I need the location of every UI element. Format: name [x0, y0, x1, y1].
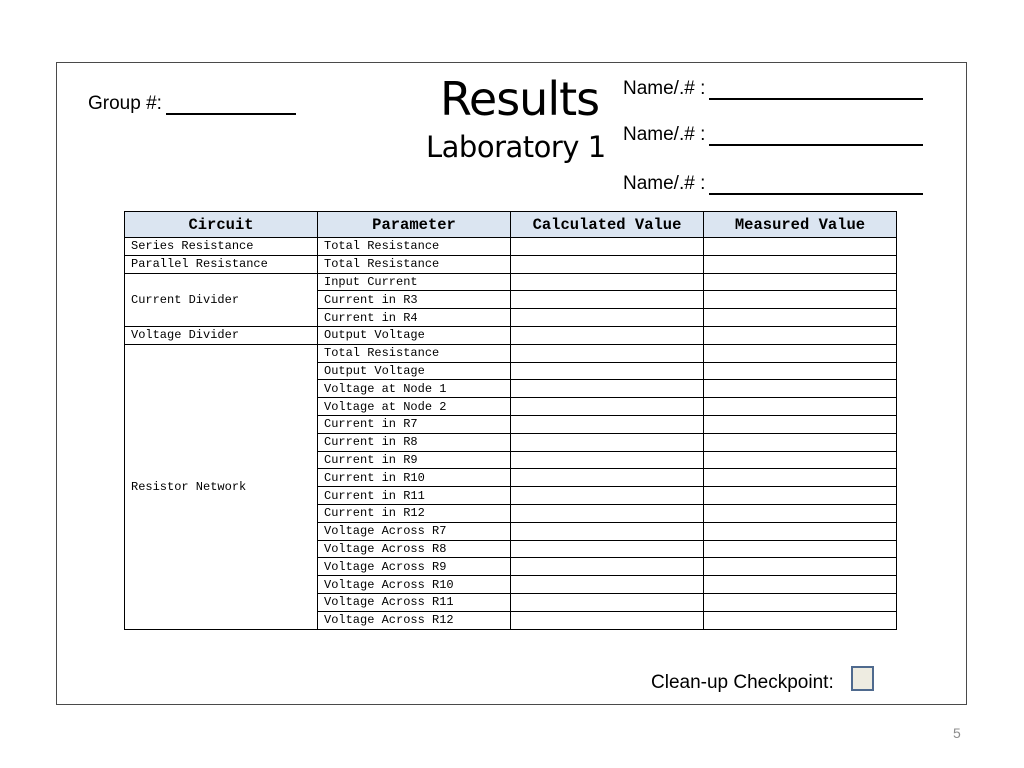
page-number: 5: [953, 725, 961, 741]
measured-value-cell[interactable]: [704, 380, 897, 398]
name-label: Name/.# :: [623, 173, 706, 194]
measured-value-cell[interactable]: [704, 273, 897, 291]
parameter-cell: Voltage Across R10: [318, 576, 511, 594]
results-table: [124, 211, 897, 630]
calculated-value-cell[interactable]: [511, 398, 704, 416]
measured-value-cell[interactable]: [704, 451, 897, 469]
measured-value-cell[interactable]: [704, 522, 897, 540]
calculated-value-cell[interactable]: [511, 433, 704, 451]
calculated-value-cell[interactable]: [511, 540, 704, 558]
calculated-value-cell[interactable]: [511, 469, 704, 487]
measured-value-cell[interactable]: [704, 593, 897, 611]
measured-value-cell[interactable]: [704, 326, 897, 344]
table-header-row: [125, 212, 897, 238]
parameter-cell: Total Resistance: [318, 238, 511, 256]
name-field-3: [623, 173, 923, 195]
name-label: Name/.# :: [623, 124, 706, 145]
measured-value-cell[interactable]: [704, 344, 897, 362]
calculated-value-cell[interactable]: [511, 309, 704, 327]
page-subtitle: Laboratory 1: [426, 130, 606, 164]
name-field-1: [623, 78, 923, 100]
circuit-cell: Series Resistance: [125, 238, 318, 256]
measured-value-cell[interactable]: [704, 309, 897, 327]
parameter-cell: Output Voltage: [318, 362, 511, 380]
table-row: [125, 255, 897, 273]
measured-value-cell[interactable]: [704, 433, 897, 451]
calculated-value-cell[interactable]: [511, 344, 704, 362]
parameter-cell: Voltage Across R11: [318, 593, 511, 611]
table-row: [125, 273, 897, 291]
column-header-measured: Measured Value: [704, 212, 897, 238]
parameter-cell: Voltage at Node 2: [318, 398, 511, 416]
name-blank[interactable]: [709, 80, 923, 100]
measured-value-cell[interactable]: [704, 291, 897, 309]
parameter-cell: Current in R4: [318, 309, 511, 327]
name-blank[interactable]: [709, 126, 923, 146]
measured-value-cell[interactable]: [704, 415, 897, 433]
table-row: [125, 326, 897, 344]
calculated-value-cell[interactable]: [511, 451, 704, 469]
measured-value-cell[interactable]: [704, 398, 897, 416]
calculated-value-cell[interactable]: [511, 291, 704, 309]
parameter-cell: Current in R8: [318, 433, 511, 451]
measured-value-cell[interactable]: [704, 576, 897, 594]
column-header-circuit: Circuit: [125, 212, 318, 238]
parameter-cell: Total Resistance: [318, 344, 511, 362]
parameter-cell: Total Resistance: [318, 255, 511, 273]
name-label: Name/.# :: [623, 78, 706, 99]
parameter-cell: Current in R10: [318, 469, 511, 487]
parameter-cell: Current in R3: [318, 291, 511, 309]
calculated-value-cell[interactable]: [511, 238, 704, 256]
calculated-value-cell[interactable]: [511, 487, 704, 505]
measured-value-cell[interactable]: [704, 504, 897, 522]
calculated-value-cell[interactable]: [511, 504, 704, 522]
group-number-field: [88, 93, 296, 115]
calculated-value-cell[interactable]: [511, 522, 704, 540]
circuit-cell: Resistor Network: [125, 344, 318, 629]
parameter-cell: Voltage Across R8: [318, 540, 511, 558]
checkpoint-checkbox[interactable]: [851, 666, 874, 691]
calculated-value-cell[interactable]: [511, 362, 704, 380]
measured-value-cell[interactable]: [704, 487, 897, 505]
calculated-value-cell[interactable]: [511, 415, 704, 433]
circuit-cell: Current Divider: [125, 273, 318, 326]
parameter-cell: Current in R7: [318, 415, 511, 433]
parameter-cell: Input Current: [318, 273, 511, 291]
calculated-value-cell[interactable]: [511, 611, 704, 629]
name-field-2: [623, 124, 923, 146]
circuit-cell: Voltage Divider: [125, 326, 318, 344]
measured-value-cell[interactable]: [704, 362, 897, 380]
name-blank[interactable]: [709, 175, 923, 195]
measured-value-cell[interactable]: [704, 558, 897, 576]
measured-value-cell[interactable]: [704, 611, 897, 629]
group-number-blank[interactable]: [166, 95, 296, 115]
results-table-body: [125, 238, 897, 630]
parameter-cell: Current in R12: [318, 504, 511, 522]
checkpoint-label: Clean-up Checkpoint:: [651, 672, 834, 693]
measured-value-cell[interactable]: [704, 238, 897, 256]
table-row: [125, 238, 897, 256]
measured-value-cell[interactable]: [704, 255, 897, 273]
parameter-cell: Current in R9: [318, 451, 511, 469]
parameter-cell: Voltage Across R12: [318, 611, 511, 629]
measured-value-cell[interactable]: [704, 540, 897, 558]
page-title: Results: [440, 72, 600, 126]
calculated-value-cell[interactable]: [511, 593, 704, 611]
calculated-value-cell[interactable]: [511, 255, 704, 273]
column-header-calculated: Calculated Value: [511, 212, 704, 238]
parameter-cell: Voltage Across R7: [318, 522, 511, 540]
calculated-value-cell[interactable]: [511, 380, 704, 398]
calculated-value-cell[interactable]: [511, 326, 704, 344]
column-header-parameter: Parameter: [318, 212, 511, 238]
parameter-cell: Output Voltage: [318, 326, 511, 344]
measured-value-cell[interactable]: [704, 469, 897, 487]
parameter-cell: Voltage at Node 1: [318, 380, 511, 398]
calculated-value-cell[interactable]: [511, 273, 704, 291]
group-number-label: Group #:: [88, 93, 162, 114]
circuit-cell: Parallel Resistance: [125, 255, 318, 273]
calculated-value-cell[interactable]: [511, 576, 704, 594]
parameter-cell: Current in R11: [318, 487, 511, 505]
table-row: [125, 344, 897, 362]
calculated-value-cell[interactable]: [511, 558, 704, 576]
parameter-cell: Voltage Across R9: [318, 558, 511, 576]
